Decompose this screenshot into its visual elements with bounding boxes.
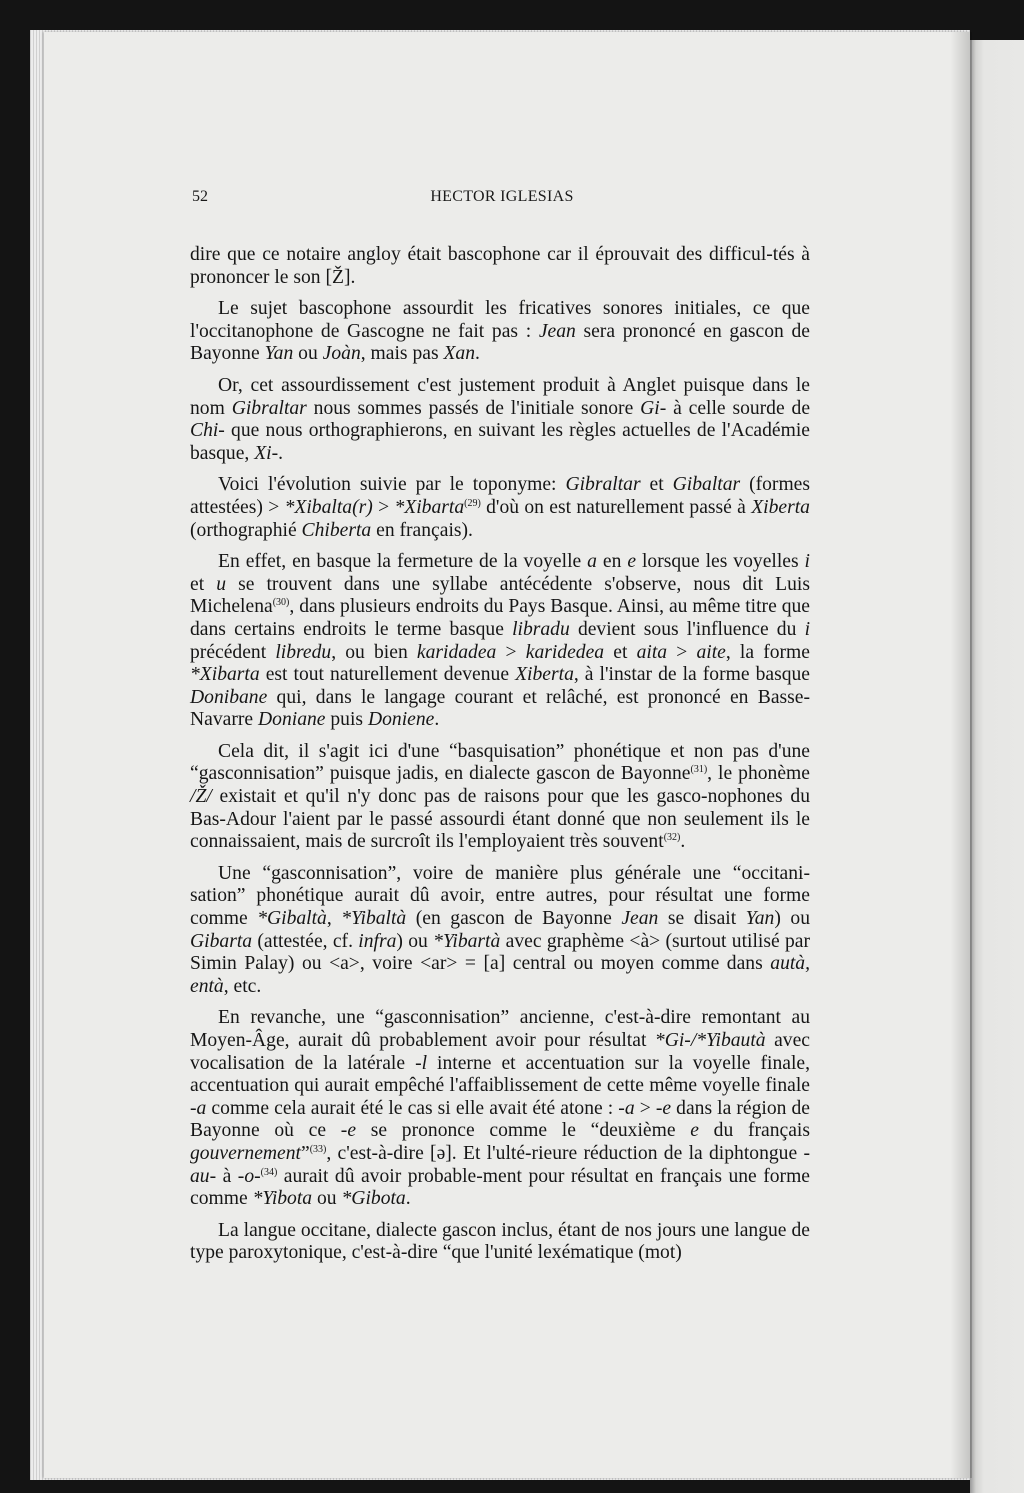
footnote-ref-32: (32): [663, 832, 681, 844]
paragraph-1: dire que ce notaire angloy était bascophone car il éprouvait des difficul-tés à prononcer le son [Ž].: [190, 244, 810, 288]
paragraph-2: Le sujet bascophone assourdit les fricatives sonores initiales, ce que l'occitanophone de Gascogne ne fait pas : Jean sera prononcé en gascon de Bayonne Yan ou Joàn, mais pas Xan.: [190, 298, 810, 365]
body-text: [190, 244, 810, 1274]
paragraph-9: La langue occitane, dialecte gascon inclus, étant de nos jours une langue de type paroxytonique, c'est-à-dire “que l'unité lexématique (mot): [190, 1219, 810, 1264]
page-number: 52: [192, 188, 208, 205]
footnote-ref-31: (31): [690, 764, 708, 776]
facing-page-edge: [970, 40, 1024, 1493]
paragraph-7: Une “gasconnisation”, voire de manière plus générale une “occitani-sation” phonétique aurait dû avoir, entre autres, pour résultat une forme comme *Gibaltà, *Yibaltà (en gascon de Bayonne Jean se disait Yan) ou Gibarta (attestée, cf. infra) ou *Yibartà avec graphème <à> (surtout utilisé par Simin Palay) ou <a>, voire <ar> = [a] central ou moyen comme dans autà, entà, etc.: [190, 862, 810, 997]
footnote-ref-30: (30): [272, 597, 290, 609]
paragraph-4: Voici l'évolution suivie par le toponyme: Gibraltar et Gibaltar (formes attestées) > *Xibalta(r) > *Xibarta$^{(29)}$ d'où on est naturellement passé à Xiberta (orthographié Chiberta en français).: [190, 474, 811, 541]
paragraph-8: En revanche, une “gasconnisation” ancienne, c'est-à-dire remontant au Moyen-Âge, aurait dû probablement avoir pour résultat *Gi-/*Yibautà avec vocalisation de la latérale -l interne et accentuation sur la voyelle finale, accentuation qui aurait empêché l'affaiblissement de cette même voyelle finale -a comme cela aurait été le cas si elle avait été atone : -a > -e dans la région de Bayonne où ce -e se prononce comme le “deuxième e du français gouvernement”$^{(33)}$, c'est-à-dire [ə]. Et l'ulté-rieure réduction de la diphtongue -au- à -o-$^{(34)}$ aurait dû avoir probable-ment pour résultat en français une forme comme *Yibota ou *Gibota.: [190, 1007, 811, 1210]
running-head: HECTOR IGLESIAS: [430, 188, 574, 205]
paragraph-5: En effet, en basque la fermeture de la voyelle a en e lorsque les voyelles i et u se trouvent dans une syllabe antécédente s'observe, nous dit Luis Michelena$^{(30)}$, dans plusieurs endroits du Pays Basque. Ainsi, au même titre que dans certains endroits le terme basque libradu devient sous l'influence du i précédent libredu, ou bien karidadea > karidedea et aita > aite, la forme *Xibarta est tout naturellement devenue Xiberta, à l'instar de la forme basque Donibane qui, dans le langage courant et relâché, est prononcé en Basse-Navarre Doniane puis Doniene.: [190, 551, 811, 731]
footnote-ref-34: (34): [260, 1166, 278, 1178]
footnote-ref-33: (33): [309, 1143, 327, 1155]
paragraph-6: Cela dit, il s'agit ici d'une “basquisation” phonétique et non pas d'une “gasconnisation” puisque jadis, en dialecte gascon de Bayonne$^{(31)}$, le phonème /Ž/ existait et qu'il n'y donc pas de raisons pour que les gasco-nophones du Bas-Adour l'aient par le passé assourdi étant donné que non seulement ils le connaissaient, mais de surcroît ils l'employaient très souvent$^{(32)}$.: [190, 740, 810, 853]
paragraph-3: Or, cet assourdissement c'est justement produit à Anglet puisque dans le nom Gibraltar nous sommes passés de l'initiale sonore Gi- à celle sourde de Chi- que nous orthographierons, en suivant les règles actuelles de l'Académie basque, Xi-.: [190, 374, 811, 464]
footnote-ref-29: (29): [464, 497, 481, 509]
gutter-shadow: [950, 32, 972, 1478]
page-header: [192, 184, 812, 210]
